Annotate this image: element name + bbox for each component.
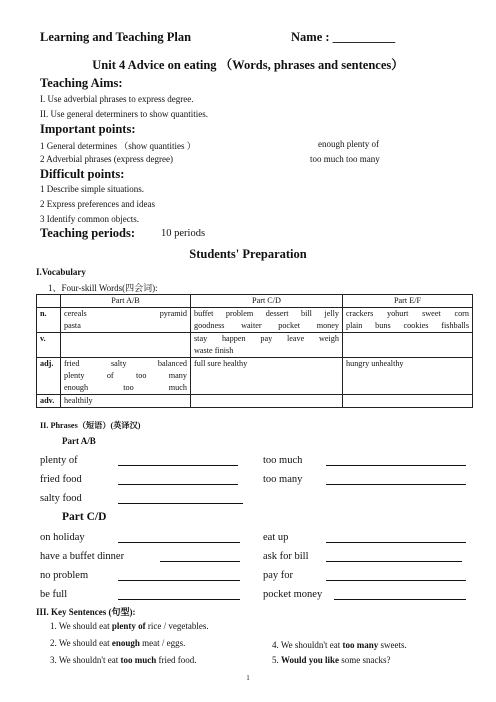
teaching-periods-label: Teaching periods: bbox=[40, 226, 136, 240]
table-cell: crackers yohurt sweet corn plain buns cookies fishballs bbox=[343, 308, 473, 333]
table-header-cell: Part C/D bbox=[191, 295, 343, 308]
important-point-item: 1 General determines （show quantities ） bbox=[40, 141, 196, 151]
page-number: 1 bbox=[246, 674, 250, 682]
important-point-item: 2 Adverbial phrases (express degree) bbox=[40, 154, 173, 164]
table-cell: cereals pyramid pasta bbox=[61, 308, 191, 333]
difficult-points-heading: Difficult points: bbox=[40, 167, 125, 181]
table-row bbox=[37, 308, 473, 333]
table-header-cell: Part A/B bbox=[61, 295, 191, 308]
phrase-item: fried food bbox=[40, 474, 82, 485]
section-title: Students' Preparation bbox=[189, 247, 307, 261]
table-cell bbox=[61, 333, 191, 358]
phrase-item: too many bbox=[263, 474, 303, 485]
answer-blank[interactable] bbox=[326, 552, 462, 562]
table-header-row bbox=[37, 295, 473, 308]
row-label: v. bbox=[37, 333, 61, 358]
teaching-aims-heading: Teaching Aims: bbox=[40, 76, 123, 90]
difficult-point-item: 2 Express preferences and ideas bbox=[40, 199, 155, 209]
table-cell: fried salty balanced plenty of too many enough too much bbox=[61, 358, 191, 395]
key-sentences-heading: III. Key Sentences (句型): bbox=[36, 607, 136, 617]
teaching-aim-item: I. Use adverbial phrases to express degree. bbox=[40, 94, 194, 104]
vocabulary-table bbox=[36, 294, 473, 408]
answer-blank[interactable] bbox=[118, 533, 240, 543]
table-cell: hungry unhealthy bbox=[343, 358, 473, 395]
table-cell: full sure healthy bbox=[191, 358, 343, 395]
difficult-point-item: 3 Identify common objects. bbox=[40, 214, 139, 224]
row-label: adj. bbox=[37, 358, 61, 395]
phrase-item: pocket money bbox=[263, 589, 323, 600]
key-sentence: 4. We shouldn't eat too many sweets. bbox=[272, 640, 407, 650]
important-point-examples: too much too many bbox=[310, 154, 380, 164]
part-ab-label: Part A/B bbox=[62, 436, 96, 446]
name-field-label: Name : __________ bbox=[291, 30, 396, 44]
phrase-item: ask for bill bbox=[263, 551, 309, 562]
answer-blank[interactable] bbox=[118, 475, 238, 485]
phrase-item: on holiday bbox=[40, 532, 85, 543]
phrase-item: be full bbox=[40, 589, 68, 600]
difficult-point-item: 1 Describe simple situations. bbox=[40, 184, 144, 194]
table-cell bbox=[343, 395, 473, 408]
phrase-item: too much bbox=[263, 455, 303, 466]
answer-blank[interactable] bbox=[334, 590, 466, 600]
key-sentence: 1. We should eat plenty of rice / vegetables. bbox=[50, 621, 209, 631]
answer-blank[interactable] bbox=[160, 552, 240, 562]
important-point-examples: enough plenty of bbox=[318, 139, 379, 149]
row-label: adv. bbox=[37, 395, 61, 408]
answer-blank[interactable] bbox=[118, 494, 243, 504]
table-header-cell bbox=[37, 295, 61, 308]
table-row bbox=[37, 358, 473, 395]
answer-blank[interactable] bbox=[326, 456, 466, 466]
answer-blank[interactable] bbox=[326, 475, 466, 485]
phrase-item: pay for bbox=[263, 570, 294, 581]
document-title: Learning and Teaching Plan bbox=[40, 30, 192, 44]
teaching-periods-value: 10 periods bbox=[161, 228, 206, 239]
part-cd-label: Part C/D bbox=[62, 511, 107, 523]
row-label: n. bbox=[37, 308, 61, 333]
answer-blank[interactable] bbox=[326, 571, 466, 581]
important-points-heading: Important points: bbox=[40, 122, 136, 136]
table-cell: buffet problem dessert bill jelly goodness waiter pocket money bbox=[191, 308, 343, 333]
table-cell: stay happen pay leave weigh waste finish bbox=[191, 333, 343, 358]
table-cell bbox=[191, 395, 343, 408]
table-row bbox=[37, 333, 473, 358]
phrase-item: plenty of bbox=[40, 455, 78, 466]
phrase-item: have a buffet dinner bbox=[40, 551, 125, 562]
phrases-heading: II. Phrases（短语）(英译汉) bbox=[40, 421, 141, 430]
answer-blank[interactable] bbox=[118, 456, 238, 466]
table-cell bbox=[343, 333, 473, 358]
table-row bbox=[37, 395, 473, 408]
vocabulary-heading: I.Vocabulary bbox=[36, 267, 86, 277]
phrase-item: no problem bbox=[40, 570, 89, 581]
table-header-cell: Part E/F bbox=[343, 295, 473, 308]
answer-blank[interactable] bbox=[326, 533, 466, 543]
phrase-item: salty food bbox=[40, 493, 82, 504]
answer-blank[interactable] bbox=[118, 571, 240, 581]
key-sentence: 3. We shouldn't eat too much fried food. bbox=[50, 655, 197, 665]
phrase-item: eat up bbox=[263, 532, 289, 543]
answer-blank[interactable] bbox=[118, 590, 240, 600]
unit-title: Unit 4 Advice on eating （Words, phrases and sentences） bbox=[92, 58, 404, 72]
table-cell: healthily bbox=[61, 395, 191, 408]
key-sentence: 5. Would you like some snacks? bbox=[272, 655, 391, 665]
vocabulary-subheading: 1、Four-skill Words(四会词): bbox=[48, 283, 158, 293]
teaching-aim-item: II. Use general determiners to show quantities. bbox=[40, 109, 208, 119]
key-sentence: 2. We should eat enough meat / eggs. bbox=[50, 638, 186, 648]
